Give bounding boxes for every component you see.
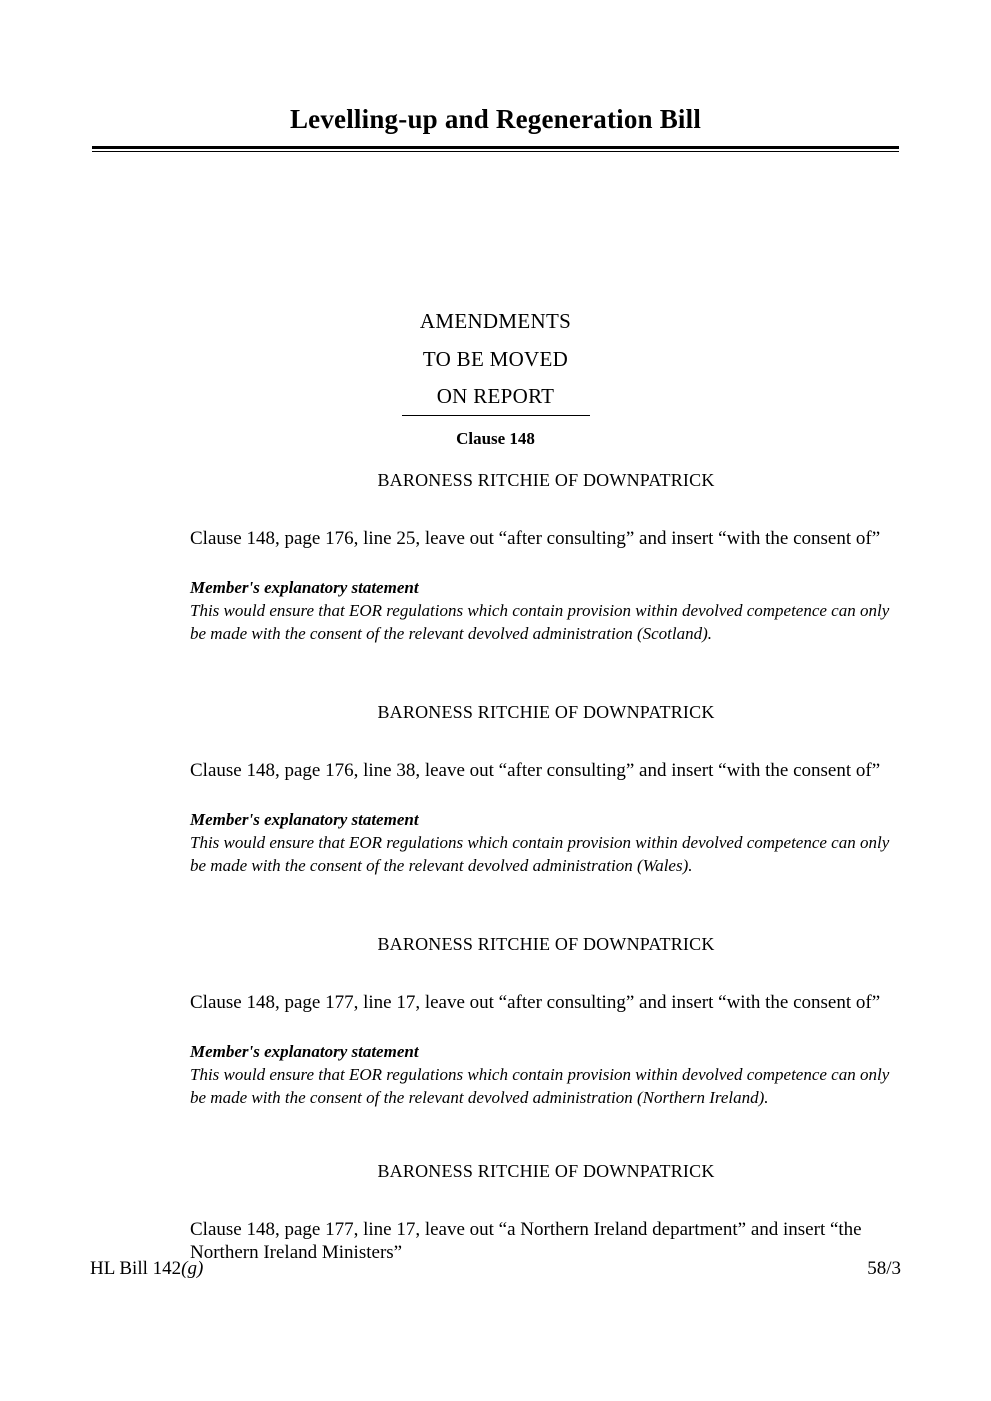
standfirst-line-amendments: AMENDMENTS (419, 309, 572, 333)
amendment-member-name: BARONESS RITCHIE OF DOWNPATRICK (377, 1161, 715, 1181)
standfirst-line-on-report: ON REPORT (436, 384, 555, 408)
amendment-member-name: BARONESS RITCHIE OF DOWNPATRICK (377, 470, 715, 490)
title-divider (92, 146, 899, 152)
page-footer (90, 1258, 901, 1280)
explanatory-statement (190, 577, 902, 645)
amendment-block (190, 1161, 902, 1264)
amendment-member-name: BARONESS RITCHIE OF DOWNPATRICK (377, 934, 715, 954)
amendment-text: Clause 148, page 177, line 17, leave out “after consulting” and insert “with the consent of” (190, 992, 881, 1013)
bill-reference (90, 1258, 203, 1280)
amendment-block (190, 470, 902, 645)
explanatory-statement (190, 809, 902, 877)
explanatory-statement-heading: Member's explanatory statement (190, 1042, 419, 1061)
explanatory-statement-heading: Member's explanatory statement (190, 578, 419, 597)
standfirst-divider (402, 415, 590, 416)
explanatory-statement (190, 1041, 902, 1109)
clause-heading: Clause 148 (456, 429, 535, 448)
title-divider-thin-rule (92, 151, 899, 152)
bill-suffix: (g) (181, 1258, 204, 1279)
block-spacer (190, 877, 902, 934)
explanatory-statement-text: This would ensure that EOR regulations which contain provision within devolved competence can only be made with the consent of the relevant devolved administration (Wales). (190, 833, 890, 875)
explanatory-statement-text: This would ensure that EOR regulations which contain provision within devolved competence can only be made with the consent of the relevant devolved administration (Northern Ireland). (190, 1065, 890, 1107)
explanatory-statement-heading: Member's explanatory statement (190, 810, 419, 829)
page-title: Levelling-up and Regeneration Bill (289, 104, 702, 134)
explanatory-statement-text: This would ensure that EOR regulations which contain provision within devolved competence can only be made with the consent of the relevant devolved administration (Scotland). (190, 601, 890, 643)
bill-number: HL Bill 142 (90, 1258, 182, 1279)
page-number: 58/3 (867, 1258, 901, 1279)
block-spacer (190, 645, 902, 702)
standfirst-line-to-be-moved: TO BE MOVED (422, 346, 569, 371)
block-spacer (190, 1109, 902, 1161)
amendment-text: Clause 148, page 176, line 38, leave out “after consulting” and insert “with the consent of” (190, 760, 881, 781)
amendments-list (190, 470, 902, 1264)
amendment-block (190, 702, 902, 877)
standfirst (0, 303, 991, 416)
amendment-text: Clause 148, page 177, line 17, leave out “a Northern Ireland department” and insert “the Northern Ireland Ministers” (190, 1219, 862, 1263)
amendment-text: Clause 148, page 176, line 25, leave out “after consulting” and insert “with the consent of” (190, 528, 881, 549)
amendment-member-name: BARONESS RITCHIE OF DOWNPATRICK (377, 702, 715, 722)
amendment-block (190, 934, 902, 1109)
